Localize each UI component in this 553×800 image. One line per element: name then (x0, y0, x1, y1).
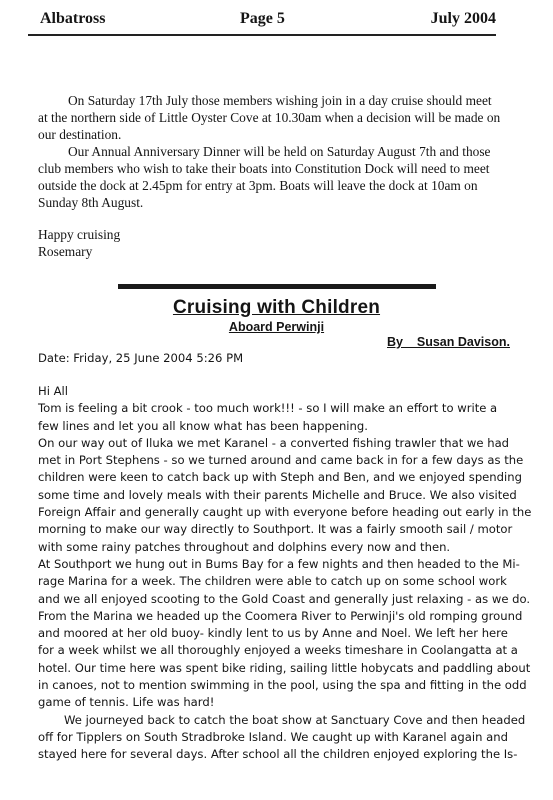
article-title: Cruising with Children (172, 297, 381, 318)
body-line: and we all enjoyed scooting to the Gold Coast and generally just relaxing - as we do. (38, 591, 531, 606)
body-line: for a week whilst we all thoroughly enjoyed a weeks timeshare in Coolangatta at a (38, 643, 518, 658)
article-byline: By Susan Davison. (387, 335, 510, 349)
body-line: rage Marina for a week. The children were able to catch up on some school work (38, 574, 507, 589)
body-line: We journeyed back to catch the boat show at Sanctuary Cove and then headed (64, 712, 526, 727)
email-date: Date: Friday, 25 June 2004 5:26 PM (38, 351, 244, 365)
body-line: morning to make our way directly to Southport. It was a fairly smooth sail / motor (38, 522, 513, 537)
intro-paragraph-2 (38, 143, 520, 211)
page-header (40, 10, 496, 32)
article-subtitle: Aboard Perwinji (228, 320, 325, 334)
intro-line: Our Annual Anniversary Dinner will be held on Saturday August 7th and those (68, 144, 491, 159)
body-line: From the Marina we headed up the Coomera River to Perwinji's old romping ground (38, 608, 523, 623)
intro-line: at the northern side of Little Oyster Cove at 10.30am when a decision will be made on (38, 110, 501, 125)
body-line: children were keen to catch back up with Steph and Ben, and we enjoyed spending (38, 470, 522, 485)
body-line: Hi All (38, 384, 68, 398)
closing-greeting: Happy cruising (38, 227, 121, 242)
closing (38, 226, 120, 260)
body-line: stayed here for several days. After school all the children enjoyed exploring the Is- (38, 747, 518, 762)
body-line: off for Tipplers on South Stradbroke Island. We caught up with Karanel again and (38, 729, 508, 744)
intro-line: On Saturday 17th July those members wishing join in a day cruise should meet (68, 93, 492, 108)
body-line: Tom is feeling a bit crook - too much work!!! - so I will make an effort to write a (38, 401, 498, 416)
body-line: and moored at her old buoy- kindly lent to us by Anne and Noel. We left her here (38, 626, 508, 641)
intro-paragraph-1 (38, 92, 520, 143)
body-line: some time and lovely meals with their parents Michelle and Bruce. We also visited (38, 487, 517, 502)
intro-line: Sunday 8th August. (38, 195, 144, 210)
body-line: Foreign Affair and generally caught up with everyone before heading out early in the (38, 505, 532, 520)
article-body (38, 383, 532, 764)
page-number: Page 5 (240, 10, 285, 27)
issue-date: July 2004 (430, 10, 496, 27)
body-line: met in Port Stephens - so we turned around and came back in for a few days as the (38, 453, 524, 468)
body-line: At Southport we hung out in Bums Bay for a few nights and then headed to the Mi- (38, 556, 520, 571)
intro-line: outside the dock at 2.45pm for entry at 3pm. Boats will leave the dock at 10am on (38, 178, 478, 193)
body-line: hotel. Our time here was spent bike riding, sailing little hobycats and paddling about (38, 660, 531, 675)
body-line: On our way out of Iluka we met Karanel - a converted fishing trawler that we had (38, 435, 510, 450)
body-line: few lines and let you all know what has been happening. (38, 418, 368, 433)
closing-signature: Rosemary (38, 244, 93, 259)
intro-line: our destination. (38, 127, 122, 142)
header-rule (28, 34, 496, 36)
body-line: in canoes, not to mention swimming in the pool, using the spa and fitting in the odd (38, 678, 527, 693)
newsletter-name: Albatross (40, 10, 106, 27)
intro-line: club members who wish to take their boats into Constitution Dock will need to meet (38, 161, 490, 176)
section-divider (118, 284, 436, 289)
body-line: with some rainy patches throughout and dolphins every now and then. (38, 539, 451, 554)
body-line: game of tennis. Life was hard! (38, 695, 215, 710)
